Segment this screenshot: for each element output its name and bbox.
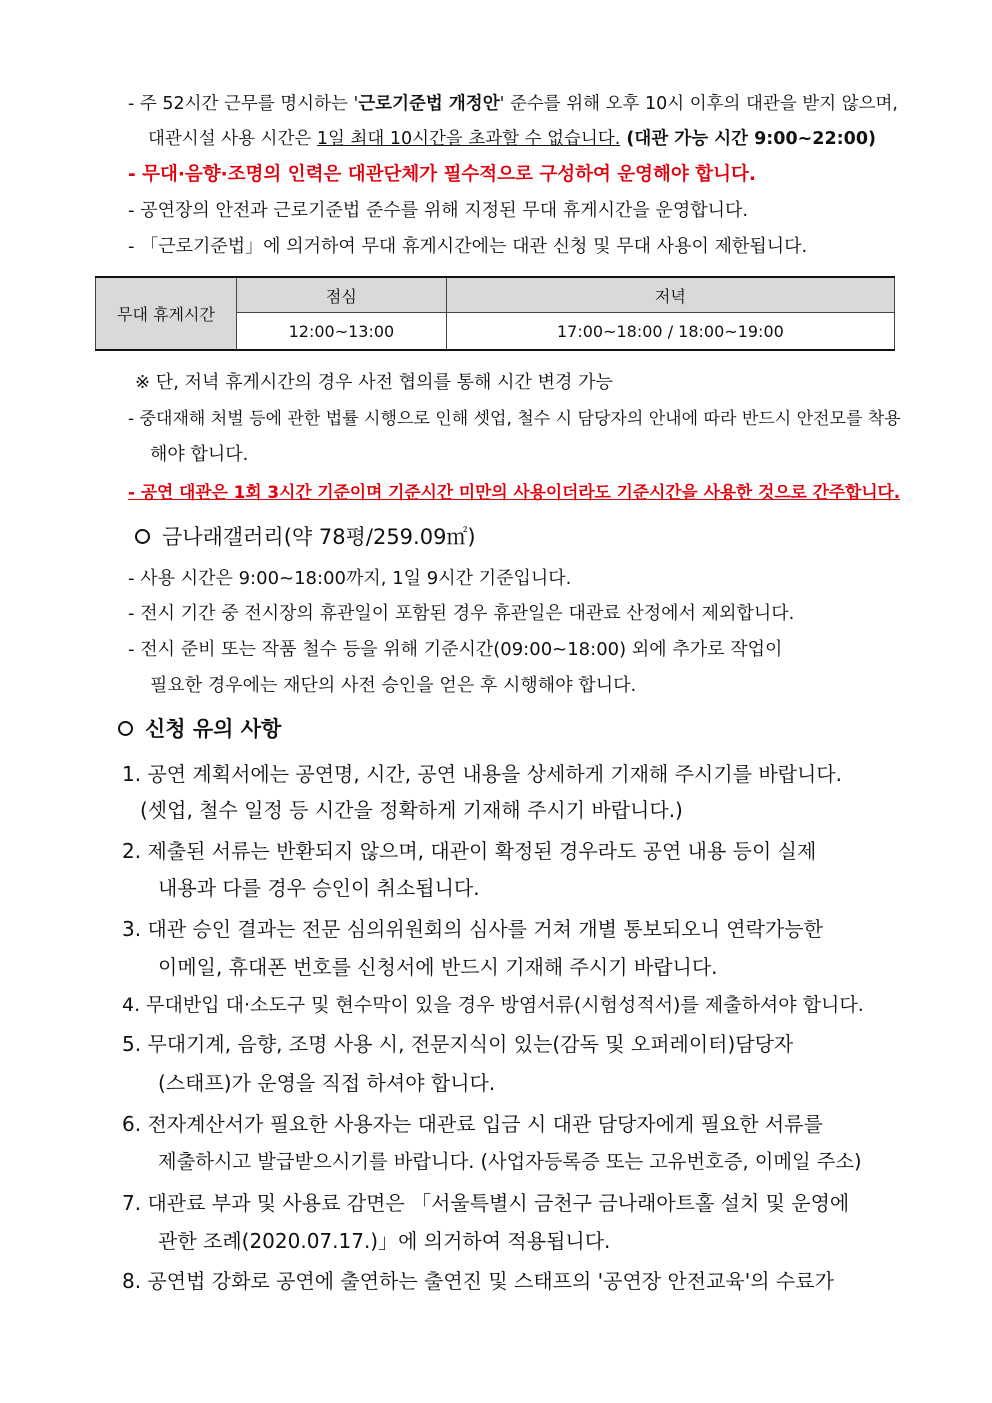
bullet-text: - 주 52시간 근무를 명시하는 ' [128,94,359,114]
bullet-work-hours-cont [148,127,876,151]
rest-time-table [95,276,895,351]
notice-item-7: 7. 대관료 부과 및 사용료 감면은 「서울특별시 금천구 금나래아트홀 설치 및 운영에 [122,1191,850,1215]
gallery-bullet-hours: - 사용 시간은 9:00~18:00까지, 1일 9시간 기준입니다. [128,568,572,589]
gallery-bullet-extra-work: - 전시 준비 또는 작품 철수 등을 위해 기준시간(09:00~18:00) 외에 추가로 작업이 [128,639,783,660]
bullet-work-hours [128,92,898,116]
table-cell-lunch: 12:00~13:00 [237,313,447,351]
gallery-bullet-extra-work-cont: 필요한 경우에는 재단의 사전 승인을 얻은 후 시행해야 합니다. [150,675,637,696]
notice-item-7-cont: 관한 조례(2020.07.17.)」에 의거하여 적용됩니다. [158,1229,611,1253]
bullet-rental-rule: - 공연 대관은 1회 3시간 기준이며 기준시간 미만의 사용이더라도 기준시간을 사용한 것으로 간주합니다. [128,482,901,502]
bullet-rest-time: - 공연장의 안전과 근로기준법 준수를 위해 지정된 무대 휴게시간을 운영합니다. [128,200,749,221]
notice-item-3: 3. 대관 승인 결과는 전문 심의위원회의 심사를 거쳐 개별 통보되오니 연락가능한 [122,917,823,941]
notice-item-6: 6. 전자계산서가 필요한 사용자는 대관료 입금 시 대관 담당자에게 필요한 서류를 [122,1112,823,1136]
bullet-safety-cont: 해야 합니다. [150,444,249,465]
gallery-title: 금나래갤러리(약 78평/259.09㎡) [162,525,476,549]
notice-item-4: 4. 무대반입 대·소도구 및 현수막이 있을 경우 방염서류(시험성적서)를 제출하셔야 합니다. [122,994,864,1016]
gallery-bullet-holiday: - 전시 기간 중 전시장의 휴관일이 포함된 경우 휴관일은 대관료 산정에서 제외합니다. [128,603,795,624]
notice-item-5: 5. 무대기계, 음향, 조명 사용 시, 전문지식이 있는(감독 및 오퍼레이터)담당자 [122,1032,794,1056]
table-col-header-dinner: 저녁 [446,277,894,313]
bullet-staffing: - 무대·음향·조명의 인력은 대관단체가 필수적으로 구성하여 운영해야 합니다. [128,164,756,185]
notice-heading [118,717,281,741]
table-row-header: 무대 휴게시간 [96,277,237,350]
note-rest-change: ※ 단, 저녁 휴게시간의 경우 사전 협의를 통해 시간 변경 가능 [135,372,613,393]
table-cell-dinner: 17:00~18:00 / 18:00~19:00 [446,313,894,351]
bullet-text: 대관시설 사용 시간은 [148,129,317,149]
notice-item-2: 2. 제출된 서류는 반환되지 않으며, 대관이 확정된 경우라도 공연 내용 등이 실제 [122,839,817,863]
bullet-emphasis: (대관 가능 시간 9:00~22:00) [620,129,876,149]
gallery-heading [135,525,476,549]
notice-item-3-cont: 이메일, 휴대폰 번호를 신청서에 반드시 기재해 주시기 바랍니다. [158,955,718,979]
notice-item-1-cont: (셋업, 철수 일정 등 시간을 정확하게 기재해 주시기 바랍니다.) [140,798,683,822]
circle-bullet-icon [135,529,150,544]
notice-item-2-cont: 내용과 다를 경우 승인이 취소됩니다. [158,876,480,900]
notice-item-6-cont: 제출하시고 발급받으시기를 바랍니다. (사업자등록증 또는 고유번호증, 이메일 주소) [158,1150,862,1173]
notice-item-5-cont: (스태프)가 운영을 직접 하셔야 합니다. [158,1071,496,1095]
notice-item-8: 8. 공연법 강화로 공연에 출연하는 출연진 및 스태프의 '공연장 안전교육'의 수료가 [122,1269,834,1293]
table-col-header-lunch: 점심 [237,277,447,313]
circle-bullet-icon [118,721,133,736]
bullet-underlined: 1일 최대 10시간을 초과할 수 없습니다. [316,129,621,149]
bullet-safety: - 중대재해 처벌 등에 관한 법률 시행으로 인해 셋업, 철수 시 담당자의 안내에 따라 반드시 안전모를 착용 [128,409,901,429]
bullet-emphasis: 근로기준법 개정안 [358,94,500,114]
bullet-text: ' 준수를 위해 오후 10시 이후의 대관을 받지 않으며, [499,94,898,114]
notice-item-1: 1. 공연 계획서에는 공연명, 시간, 공연 내용을 상세하게 기재해 주시기를 바랍니다. [122,762,842,786]
bullet-labor-law: - 「근로기준법」에 의거하여 무대 휴게시간에는 대관 신청 및 무대 사용이 제한됩니다. [128,236,808,257]
notice-title: 신청 유의 사항 [145,717,282,741]
